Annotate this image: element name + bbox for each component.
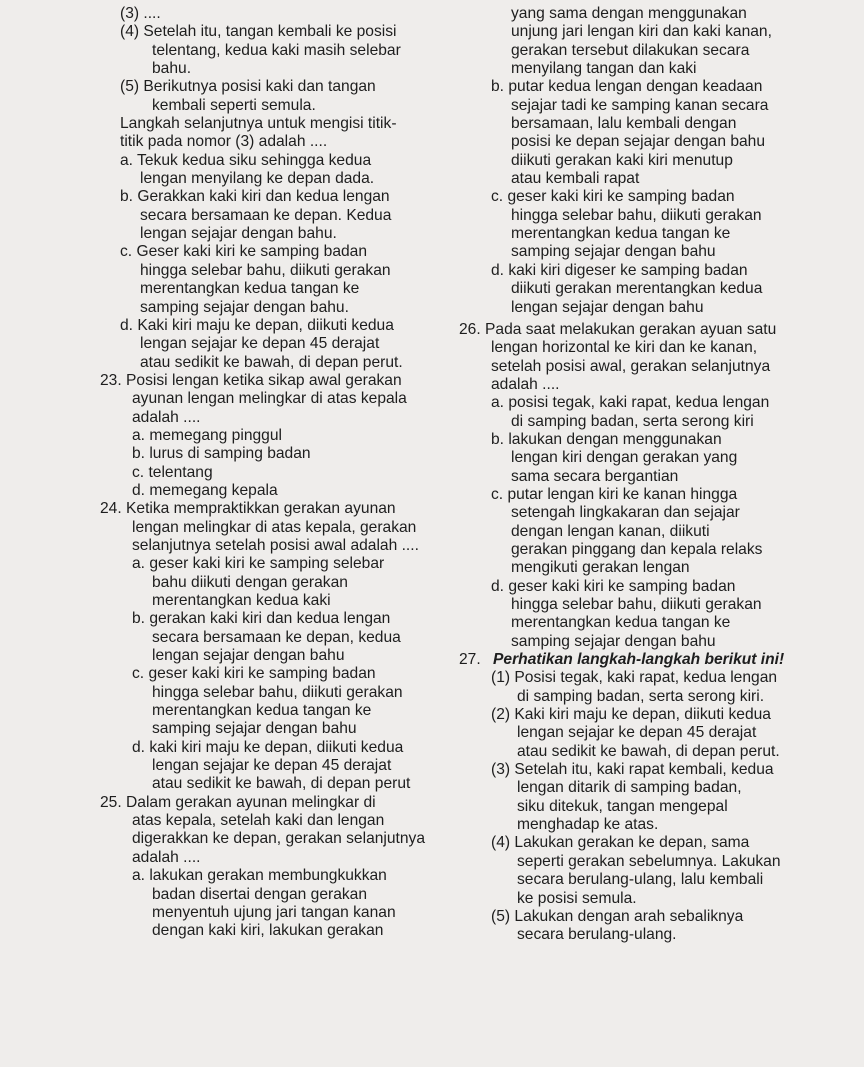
question-22-option-c [120, 243, 438, 316]
text-line: diikuti gerakan kaki kiri menutup [511, 151, 733, 169]
text-line: a. posisi tegak, kaki rapat, kedua lengan [491, 394, 770, 412]
question-stem-line: atas kepala, setelah kaki dan lengan [132, 812, 385, 830]
text-line: diikuti gerakan merentangkan kedua [511, 280, 763, 298]
text-line: samping sejajar dengan bahu [511, 632, 716, 650]
text-line: posisi ke depan sejajar dengan bahu [511, 133, 766, 151]
text-line: (4) Setelah itu, tangan kembali ke posisi [120, 23, 397, 41]
text-line: d. Kaki kiri maju ke depan, diikuti kedua [120, 316, 394, 334]
text-line: a. Tekuk kedua siku sehingga kedua [120, 151, 372, 169]
text-line: atau sedikit ke bawah, di depan perut. [517, 742, 780, 760]
question-25-option-b [451, 78, 797, 188]
question-25 [100, 794, 438, 941]
text-line: samping sejajar dengan bahu [152, 720, 357, 738]
text-line: (5) Lakukan dengan arah sebaliknya [491, 907, 744, 925]
option-b [100, 610, 438, 665]
text-line: (3) Setelah itu, kaki rapat kembali, kedua [491, 761, 774, 779]
text-line: gerakan tersebut dilakukan secara [511, 41, 750, 59]
text-line: mengikuti gerakan lengan [511, 559, 690, 577]
question-stem-line: setelah posisi awal, gerakan selanjutnya [491, 357, 771, 375]
question-stem-line: digerakkan ke depan, gerakan selanjutnya [132, 830, 426, 848]
step-1 [451, 669, 797, 706]
text-line: c. geser kaki kiri ke samping badan [491, 188, 735, 206]
step-4 [451, 834, 797, 907]
left-item-5 [120, 78, 438, 115]
question-stem-line: adalah .... [132, 408, 201, 426]
text-line: secara bersamaan ke depan, kedua [152, 628, 401, 646]
option-a: a. memegang pinggul [132, 426, 282, 444]
left-item-3 [120, 5, 438, 23]
text-line: seperti gerakan sebelumnya. Lakukan [517, 852, 781, 870]
text-line: gerakan pinggang dan kepala relaks [511, 540, 763, 558]
question-25-option-a-continued [451, 5, 797, 78]
text-line: hingga selebar bahu, diikuti gerakan [511, 596, 762, 613]
question-stem-line: lengan horizontal ke kiri dan ke kanan, [491, 339, 758, 357]
text-line: badan disertai dengan gerakan [152, 885, 368, 903]
text-line: hingga selebar bahu, diikuti gerakan [152, 683, 403, 701]
option-c [451, 486, 797, 578]
text-line: merentangkan kedua kaki [152, 592, 331, 609]
text-line: menyilang tangan dan kaki [511, 60, 697, 78]
text-line: unjung jari lengan kiri dan kaki kanan, [511, 23, 772, 41]
text-line: lengan kiri dengan gerakan yang [511, 449, 738, 467]
text-line: d. kaki kiri maju ke depan, diikuti kedua [132, 738, 404, 756]
text-line: setengah lingkakaran dan sejajar [511, 504, 740, 522]
question-26 [451, 321, 797, 651]
question-stem-line: 23. Posisi lengan ketika sikap awal gerakan [100, 371, 402, 389]
option-d [100, 739, 438, 794]
text-line: di samping badan, serta serong kiri [511, 412, 754, 430]
option-a [451, 394, 797, 431]
text-line: kembali seperti semula. [152, 96, 316, 114]
text-line: lengan sejajar dengan bahu. [140, 225, 337, 243]
question-heading: Perhatikan langkah-langkah berikut ini! [493, 651, 785, 669]
text-line: atau kembali rapat [511, 170, 640, 188]
text-line: hingga selebar bahu, diikuti gerakan [511, 206, 762, 224]
option-b [451, 431, 797, 486]
step-2 [451, 706, 797, 761]
text-line: b. Gerakkan kaki kiri dan kedua lengan [120, 188, 390, 206]
text-line: dengan kaki kiri, lakukan gerakan [152, 922, 384, 940]
option-d: d. memegang kepala [132, 481, 278, 499]
text-line: b. gerakan kaki kiri dan kedua lengan [132, 610, 391, 628]
text-line: (2) Kaki kiri maju ke depan, diikuti kedua [491, 706, 771, 724]
text-line: merentangkan kedua tangan ke [511, 225, 731, 243]
question-stem-line: lengan melingkar di atas kepala, gerakan [132, 518, 417, 536]
text-line: merentangkan kedua tangan ke [140, 280, 360, 298]
question-stem-line: 24. Ketika mempraktikkan gerakan ayunan [100, 500, 396, 518]
step-3 [451, 761, 797, 834]
text-line: sama secara bergantian [511, 467, 679, 485]
text-line: b. putar kedua lengan dengan keadaan [491, 78, 763, 96]
text-line: c. putar lengan kiri ke kanan hingga [491, 485, 738, 503]
text-line: lengan sejajar ke depan 45 derajat [517, 724, 757, 742]
text-line: d. kaki kiri digeser ke samping badan [491, 261, 748, 279]
text-line: d. geser kaki kiri ke samping badan [491, 577, 736, 595]
question-stem-line: selanjutnya setelah posisi awal adalah .... [132, 536, 419, 554]
text-line: ke posisi semula. [517, 889, 637, 907]
text-line: secara berulang-ulang. [517, 926, 677, 944]
text-line: bahu. [152, 60, 192, 78]
text-line: (4) Lakukan gerakan ke depan, sama [491, 834, 750, 852]
text-line: c. Geser kaki kiri ke samping badan [120, 243, 368, 261]
text-line: lengan sejajar ke depan 45 derajat [140, 335, 380, 353]
question-23 [100, 372, 438, 500]
text-line: merentangkan kedua tangan ke [511, 614, 731, 632]
question-22-option-a [120, 152, 438, 189]
option-a [100, 555, 438, 610]
question-22-option-b [120, 188, 438, 243]
text-line: merentangkan kedua tangan ke [152, 702, 372, 720]
question-stem-line: ayunan lengan melingkar di atas kepala [132, 390, 407, 408]
text-line: lengan sejajar ke depan 45 derajat [152, 757, 392, 775]
text-line: a. lakukan gerakan membungkukkan [132, 867, 387, 885]
right-column [451, 5, 797, 945]
text-line: di samping badan, serta serong kiri. [517, 687, 765, 705]
question-22-option-d [120, 317, 438, 372]
text-line: bahu diikuti dengan gerakan [152, 573, 348, 591]
text-line: bersamaan, lalu kembali dengan [511, 115, 737, 133]
text-line: lengan ditarik di samping badan, [517, 779, 742, 797]
text-line: (1) Posisi tegak, kaki rapat, kedua lengan [491, 669, 778, 687]
text-line: sejajar tadi ke samping kanan secara [511, 96, 769, 114]
option-a [100, 867, 438, 940]
question-22-stem [120, 115, 438, 152]
text-line: titik pada nomor (3) adalah .... [120, 133, 328, 151]
question-27 [451, 651, 797, 945]
text-line: c. geser kaki kiri ke samping badan [132, 665, 376, 683]
question-24 [100, 500, 438, 794]
text-line: hingga selebar bahu, diikuti gerakan [140, 261, 391, 279]
text-line: (3) .... [120, 5, 161, 22]
question-stem-line: adalah .... [491, 375, 560, 393]
text-line: lengan sejajar dengan bahu [152, 647, 345, 665]
text-line: a. geser kaki kiri ke samping selebar [132, 555, 385, 573]
option-c: c. telentang [132, 463, 213, 481]
text-line: atau sedikit ke bawah, di depan perut. [140, 353, 403, 371]
question-number: 27. [459, 651, 481, 669]
text-line: dengan lengan kanan, diikuti [511, 522, 710, 540]
option-b: b. lurus di samping badan [132, 445, 311, 463]
question-25-option-d [451, 262, 797, 317]
text-line: menghadap ke atas. [517, 816, 659, 834]
text-line: yang sama dengan menggunakan [511, 5, 747, 22]
text-line: telentang, kedua kaki masih selebar [152, 41, 401, 59]
text-line: lengan sejajar dengan bahu [511, 298, 704, 316]
text-line: secara bersamaan ke depan. Kedua [140, 206, 392, 224]
text-line: samping sejajar dengan bahu. [140, 298, 349, 316]
text-line: secara berulang-ulang, lalu kembali [517, 871, 764, 889]
left-column [100, 5, 438, 941]
text-line: b. lakukan dengan menggunakan [491, 430, 722, 448]
step-5 [451, 908, 797, 945]
question-25-option-c [451, 188, 797, 261]
question-stem-line: 26. Pada saat melakukan gerakan ayuan satu [459, 320, 777, 338]
text-line: samping sejajar dengan bahu [511, 243, 716, 261]
text-line: (5) Berikutnya posisi kaki dan tangan [120, 78, 376, 96]
text-line: siku ditekuk, tangan mengepal [517, 797, 728, 815]
option-c [100, 665, 438, 738]
text-line: Langkah selanjutnya untuk mengisi titik- [120, 115, 397, 133]
question-stem-line: adalah .... [132, 848, 201, 866]
left-item-4 [120, 23, 438, 78]
text-line: lengan menyilang ke depan dada. [140, 170, 375, 188]
question-stem-line: 25. Dalam gerakan ayunan melingkar di [100, 793, 376, 811]
text-line: atau sedikit ke bawah, di depan perut [152, 775, 411, 793]
text-line: menyentuh ujung jari tangan kanan [152, 903, 396, 921]
option-d [451, 578, 797, 651]
